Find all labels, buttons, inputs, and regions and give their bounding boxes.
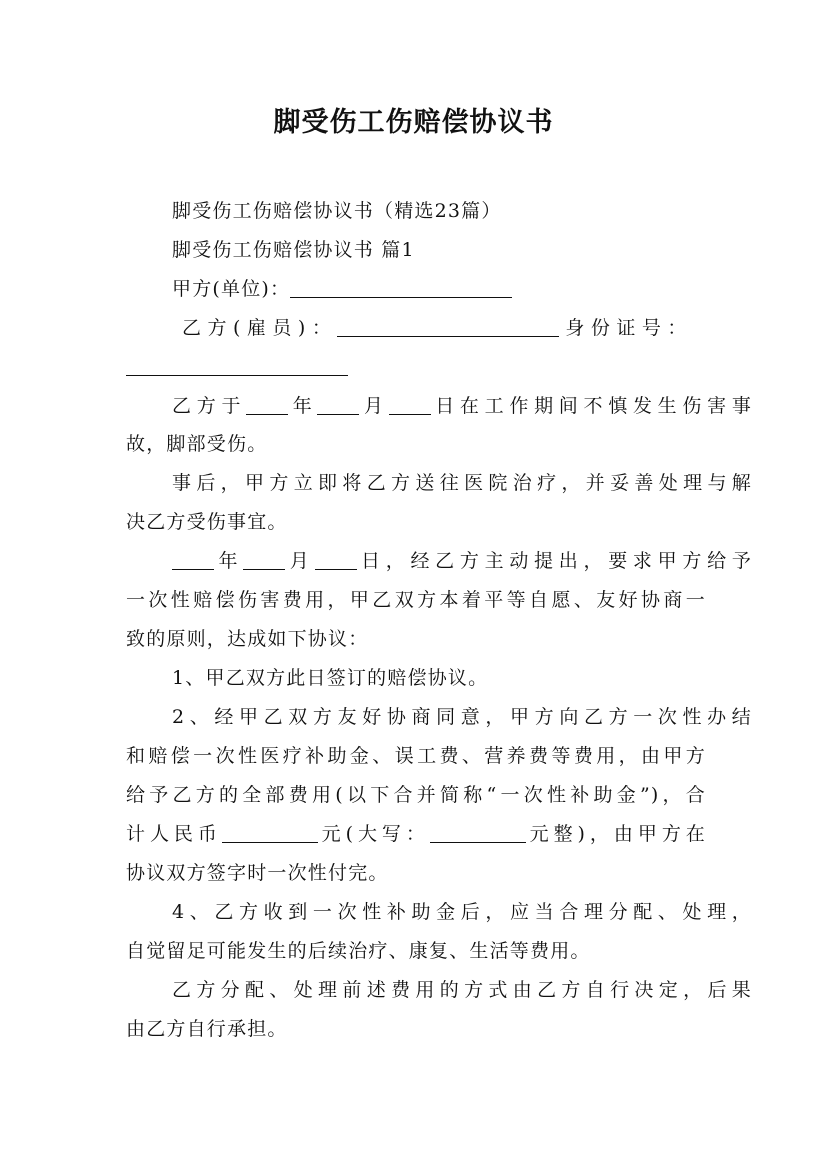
clause2-text-c: 元整)，由甲方在 (525, 823, 706, 845)
section-heading: 脚受伤工伤赔偿协议书 篇1 (172, 239, 415, 261)
para3-line3: 致的原则，达成如下协议： (126, 628, 369, 650)
clause2-text-b: 元(大写： (317, 823, 430, 845)
month-blank (317, 394, 359, 415)
para2-line2: 决乙方受伤事宜。 (126, 511, 288, 533)
clause2-line4 (126, 820, 706, 848)
clause2-line2: 和赔偿一次性医疗补助金、误工费、营养费等费用，由甲方 (126, 745, 706, 767)
id-number-label: 身份证号： (565, 317, 693, 339)
para3-text-c: 日，经乙方主动提出，要求甲方给予 (356, 550, 753, 572)
party-b-label: 乙方(雇员)： (182, 317, 338, 339)
para3-text-b: 月 (285, 550, 315, 572)
para1-text-c: 月 (359, 395, 389, 417)
last-para-line1: 乙方分配、处理前述费用的方式由乙方自行决定，后果 (172, 979, 752, 1001)
para1-line2: 故，脚部受伤。 (126, 433, 268, 455)
amount-capital-blank (430, 822, 526, 843)
day-blank (389, 394, 431, 415)
subtitle: 脚受伤工伤赔偿协议书（精选23篇） (172, 200, 502, 222)
para1-line1 (126, 392, 752, 420)
clause2-line3: 给予乙方的全部费用(以下合并简称“一次性补助金”)，合 (126, 784, 706, 806)
party-b-blank (337, 316, 559, 337)
clause-1: 1、甲乙双方此日签订的赔偿协议。 (172, 667, 489, 689)
clause2-line1: 2、经甲乙双方友好协商同意，甲方向乙方一次性办结 (172, 706, 752, 728)
para3-line1 (126, 547, 752, 575)
clause4-line1: 4、乙方收到一次性补助金后，应当合理分配、处理， (172, 901, 752, 923)
year-blank-2 (172, 549, 214, 570)
amount-blank (222, 822, 318, 843)
party-a-line (126, 275, 752, 303)
year-blank (246, 394, 288, 415)
para1-text-b: 年 (288, 395, 318, 417)
clause2-line5: 协议双方签字时一次性付完。 (126, 862, 389, 884)
para3-line2: 一次性赔偿伤害费用，甲乙双方本着平等自愿、友好协商一 (126, 589, 706, 611)
para1-text-a: 乙方于 (172, 395, 247, 417)
month-blank-2 (243, 549, 285, 570)
document-title: 脚受伤工伤赔偿协议书 (273, 107, 554, 138)
party-a-blank (290, 277, 512, 298)
clause2-text-a: 计人民币 (126, 823, 222, 845)
party-a-label: 甲方(单位)： (172, 278, 291, 300)
party-b-line (126, 314, 762, 342)
para3-text-a: 年 (214, 550, 244, 572)
para1-text-d: 日在工作期间不慎发生伤害事 (430, 395, 753, 417)
day-blank-2 (315, 549, 357, 570)
id-number-line (126, 353, 706, 381)
para2-line1: 事后，甲方立即将乙方送往医院治疗，并妥善处理与解 (172, 472, 752, 494)
last-para-line2: 由乙方自行承担。 (126, 1018, 288, 1040)
id-number-blank (126, 355, 348, 376)
clause4-line2: 自觉留足可能发生的后续治疗、康复、生活等费用。 (126, 940, 591, 962)
